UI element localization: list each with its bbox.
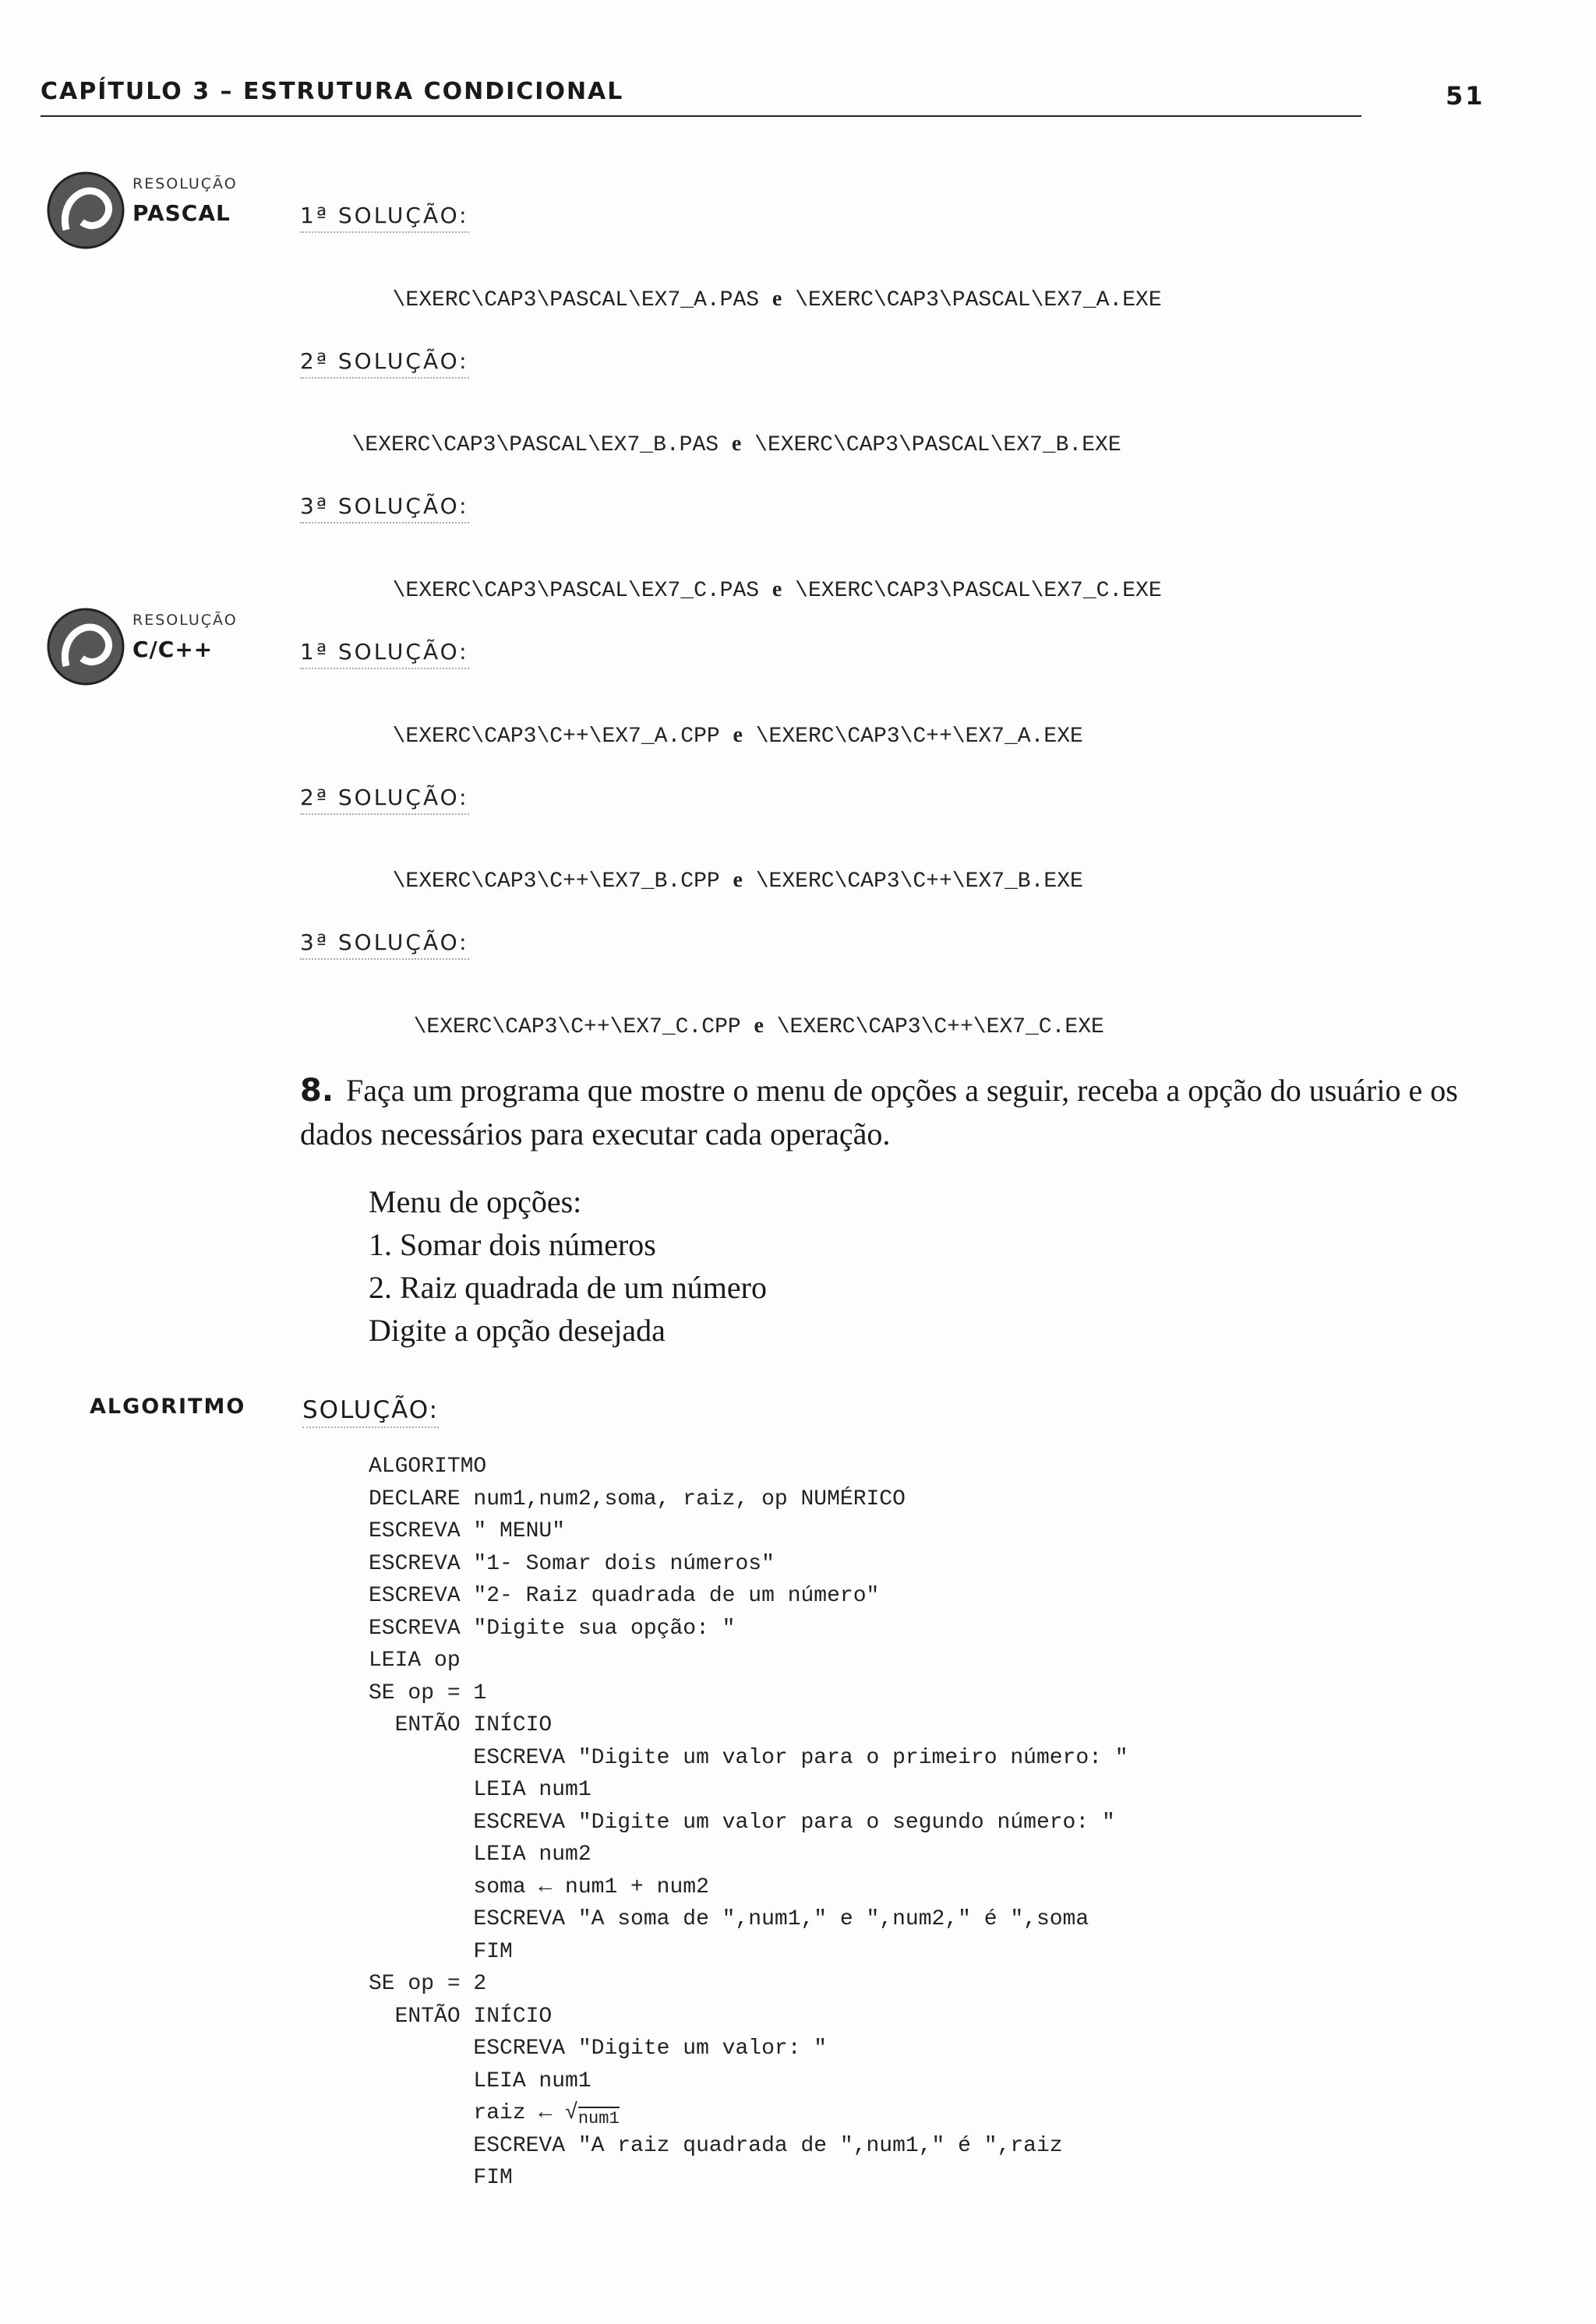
code-line: SE op = 1 xyxy=(369,1680,487,1705)
resolution-kicker: RESOLUÇÃO xyxy=(132,612,238,629)
sqrt-radicand: num1 xyxy=(578,2107,620,2128)
conjunction: e xyxy=(754,1014,764,1038)
executable-file-path: \EXERC\CAP3\C++\EX7_B.EXE xyxy=(755,869,1083,894)
resolution-kicker: RESOLUÇÃO xyxy=(132,175,238,192)
source-file-path: \EXERC\CAP3\C++\EX7_C.CPP xyxy=(413,1015,741,1039)
code-line: ENTÃO INÍCIO xyxy=(369,1713,553,1737)
code-line: ESCREVA "A raiz quadrada de ",num1," é ",raiz xyxy=(369,2133,1063,2158)
running-header xyxy=(41,78,1361,117)
source-file-path: \EXERC\CAP3\C++\EX7_B.CPP xyxy=(392,869,720,894)
executable-file-path: \EXERC\CAP3\PASCAL\EX7_C.EXE xyxy=(795,579,1162,603)
executable-file-path: \EXERC\CAP3\PASCAL\EX7_A.EXE xyxy=(795,288,1162,312)
source-file-path: \EXERC\CAP3\C++\EX7_A.CPP xyxy=(392,725,720,749)
file-path-line xyxy=(366,553,1162,603)
solution-label: SOLUÇÃO: xyxy=(302,1396,439,1428)
solution-label: 1ª SOLUÇÃO: xyxy=(300,203,469,233)
file-path-line xyxy=(366,263,1162,312)
file-path-line xyxy=(326,407,1121,457)
menu-option: 2. Raiz quadrada de um número xyxy=(369,1270,767,1305)
page-number: 51 xyxy=(1446,81,1485,111)
source-file-path: \EXERC\CAP3\PASCAL\EX7_C.PAS xyxy=(392,579,760,603)
menu-heading: Menu de opções: xyxy=(369,1184,582,1219)
solution-label: 2ª SOLUÇÃO: xyxy=(300,348,469,379)
file-path-line xyxy=(366,699,1083,749)
code-line: ESCREVA "2- Raiz quadrada de um número" xyxy=(369,1584,880,1608)
code-line: FIM xyxy=(369,1939,513,1964)
language-label: PASCAL xyxy=(132,200,231,226)
language-label: C/C++ xyxy=(132,637,214,662)
file-path-line xyxy=(387,989,1104,1039)
code-line: LEIA num2 xyxy=(369,1843,591,1867)
solution-label: 2ª SOLUÇÃO: xyxy=(300,785,469,815)
code-line: ESCREVA "Digite um valor: " xyxy=(369,2037,828,2061)
code-line: LEIA num1 xyxy=(369,2068,591,2093)
solution-label: 3ª SOLUÇÃO: xyxy=(300,929,469,960)
executable-file-path: \EXERC\CAP3\C++\EX7_C.EXE xyxy=(776,1015,1104,1039)
code-line: ESCREVA " MENU" xyxy=(369,1519,566,1543)
code-line: ESCREVA "Digite um valor para o segundo número: " xyxy=(369,1810,1115,1835)
exercise-number: 8. xyxy=(300,1073,334,1109)
code-line: LEIA op xyxy=(369,1649,461,1673)
code-line-sqrt xyxy=(369,2097,1128,2130)
spiral-logo-icon xyxy=(43,168,129,253)
source-file-path: \EXERC\CAP3\PASCAL\EX7_A.PAS xyxy=(392,288,760,312)
code-line: ESCREVA "1- Somar dois números" xyxy=(369,1551,775,1576)
executable-file-path: \EXERC\CAP3\PASCAL\EX7_B.EXE xyxy=(754,433,1121,457)
algorithm-tag: ALGORITMO xyxy=(90,1395,246,1419)
code-line: ESCREVA "A soma de ",num1," e ",num2," é ",soma xyxy=(369,1907,1089,1931)
menu-option: 1. Somar dois números xyxy=(369,1227,656,1262)
code-line: SE op = 2 xyxy=(369,1972,487,1996)
menu-prompt: Digite a opção desejada xyxy=(369,1313,666,1348)
solution-label: 3ª SOLUÇÃO: xyxy=(300,493,469,524)
code-line: DECLARE num1,num2,soma, raiz, op NUMÉRICO xyxy=(369,1486,906,1511)
spiral-logo-icon xyxy=(43,604,129,689)
menu-options-list xyxy=(369,1180,767,1352)
code-line: FIM xyxy=(369,2166,513,2190)
conjunction: e xyxy=(731,432,742,456)
conjunction: e xyxy=(733,723,743,747)
cpp-resolution-badge xyxy=(43,604,277,697)
exercise-text: Faça um programa que mostre o menu de opções a seguir, receba a opção do usuário e os dados necessários para executar cada operação. xyxy=(300,1073,1458,1151)
solution-label: 1ª SOLUÇÃO: xyxy=(300,639,469,669)
code-line: ESCREVA "Digite sua opção: " xyxy=(369,1616,736,1641)
code-line: ENTÃO INÍCIO xyxy=(369,2004,553,2029)
pascal-resolution-badge xyxy=(43,168,277,261)
executable-file-path: \EXERC\CAP3\C++\EX7_A.EXE xyxy=(755,725,1083,749)
chapter-title: CAPÍTULO 3 – ESTRUTURA CONDICIONAL xyxy=(41,78,624,105)
code-line: ESCREVA "Digite um valor para o primeiro número: " xyxy=(369,1745,1128,1770)
sqrt-assignment: raiz ← √ xyxy=(369,2101,578,2125)
source-file-path: \EXERC\CAP3\PASCAL\EX7_B.PAS xyxy=(351,433,719,457)
code-line: ALGORITMO xyxy=(369,1455,487,1479)
algorithm-code xyxy=(369,1451,1128,2195)
file-path-line xyxy=(366,844,1083,894)
conjunction: e xyxy=(733,868,743,892)
code-line: LEIA num1 xyxy=(369,1778,591,1802)
conjunction: e xyxy=(772,287,782,311)
code-line: soma ← num1 + num2 xyxy=(369,1874,709,1899)
conjunction: e xyxy=(772,577,782,601)
exercise-statement xyxy=(300,1069,1516,1156)
